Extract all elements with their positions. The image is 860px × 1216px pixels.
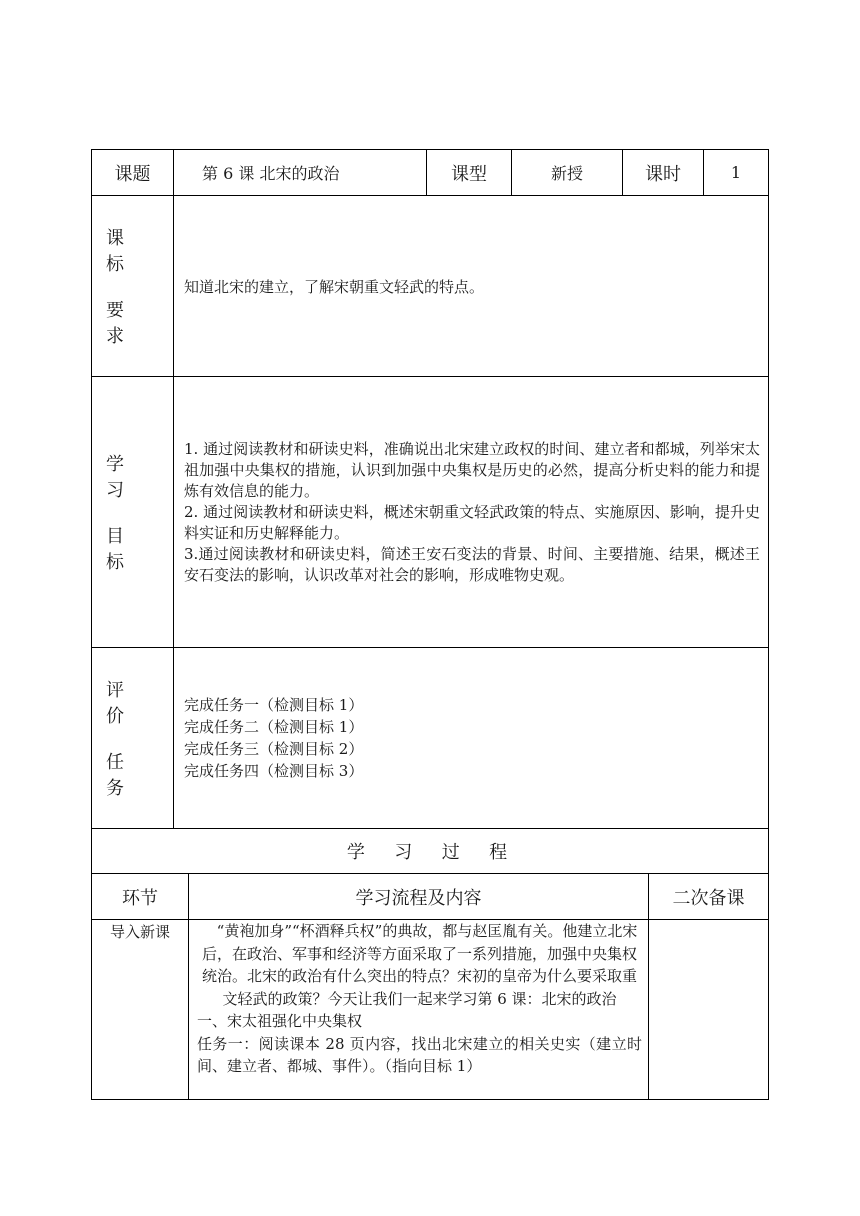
evaluation-item-4: 完成任务四（检测目标 3）	[184, 762, 364, 780]
evaluation-label	[92, 648, 173, 828]
objectives-label-line1: 学 习	[106, 454, 138, 501]
row1-content	[189, 920, 648, 1099]
table-border-bottom	[91, 1099, 769, 1100]
row1-stage	[92, 921, 188, 942]
objectives-label	[92, 377, 173, 647]
topic-value-text: 第 6 课 北宋的政治	[202, 164, 340, 183]
evaluation-label-line2: 任 务	[106, 752, 138, 799]
col-content-header: 学习流程及内容	[355, 887, 482, 909]
standards-text	[174, 196, 768, 376]
objective-item-3: 3.通过阅读教材和研读史料，简述王安石变法的背景、时间、主要措施、结果，概述王安石变法的影响，认识改革对社会的影响，形成唯物史观。	[184, 544, 760, 584]
row1-task: 任务一：阅读课本 28 页内容，找出北宋建立的相关史实（建立时间、建立者、都城、事件）。（指向目标 1）	[197, 1034, 642, 1075]
evaluation-item-3: 完成任务三（检测目标 2）	[184, 740, 364, 758]
period-value: 1	[730, 163, 742, 182]
objectives-label-line2: 目 标	[106, 526, 138, 573]
row1-intro: “黄袍加身”“杯酒释兵权”的典故，都与赵匡胤有关。他建立北宋后，在政治、军事和经济等方面采取了一系列措施，加强中央集权统治。北宋的政治有什么突出的特点？宋初的皇帝为什么要采取重文轻武的政策？今天让我们一起来学习第 6 课：北宋的政治	[201, 922, 638, 1008]
col-stage-header: 环节	[122, 887, 158, 909]
objective-item-2: 2. 通过阅读教材和研读史料，概述宋朝重文轻武政策的特点、实施原因、影响，提升史料实证和历史解释能力。	[184, 502, 760, 542]
evaluation-list	[174, 648, 768, 828]
period-label: 课时	[645, 163, 681, 185]
standards-text-content: 知道北宋的建立，了解宋朝重文轻武的特点。	[184, 277, 485, 296]
col-notes-header: 二次备课	[672, 887, 745, 909]
type-label: 课型	[451, 163, 487, 185]
row1-heading: 一、宋太祖强化中央集权	[197, 1012, 363, 1030]
objective-item-1: 1. 通过阅读教材和研读史料，准确说出北宋建立政权的时间、建立者和都城，列举宋太祖加强中央集权的措施，认识到加强中央集权是历史的必然，提高分析史料的能力和提炼有效信息的能力。	[184, 439, 760, 500]
process-title-text: 学 习 过 程	[346, 842, 514, 863]
evaluation-item-2: 完成任务二（检测目标 1）	[184, 718, 364, 736]
topic-value	[174, 150, 426, 195]
row1-notes	[649, 920, 768, 1099]
table-border-right	[768, 149, 769, 1100]
standards-label	[92, 196, 173, 376]
type-value: 新授	[550, 164, 583, 183]
objectives-list	[174, 377, 768, 647]
process-title	[92, 829, 768, 873]
evaluation-item-1: 完成任务一（检测目标 1）	[184, 696, 364, 714]
standards-label-line1: 课 标	[106, 228, 138, 275]
topic-label: 课题	[114, 163, 151, 185]
row1-stage-text: 导入新课	[109, 923, 170, 941]
evaluation-label-line1: 评 价	[106, 680, 138, 727]
standards-label-line2: 要 求	[106, 300, 138, 347]
